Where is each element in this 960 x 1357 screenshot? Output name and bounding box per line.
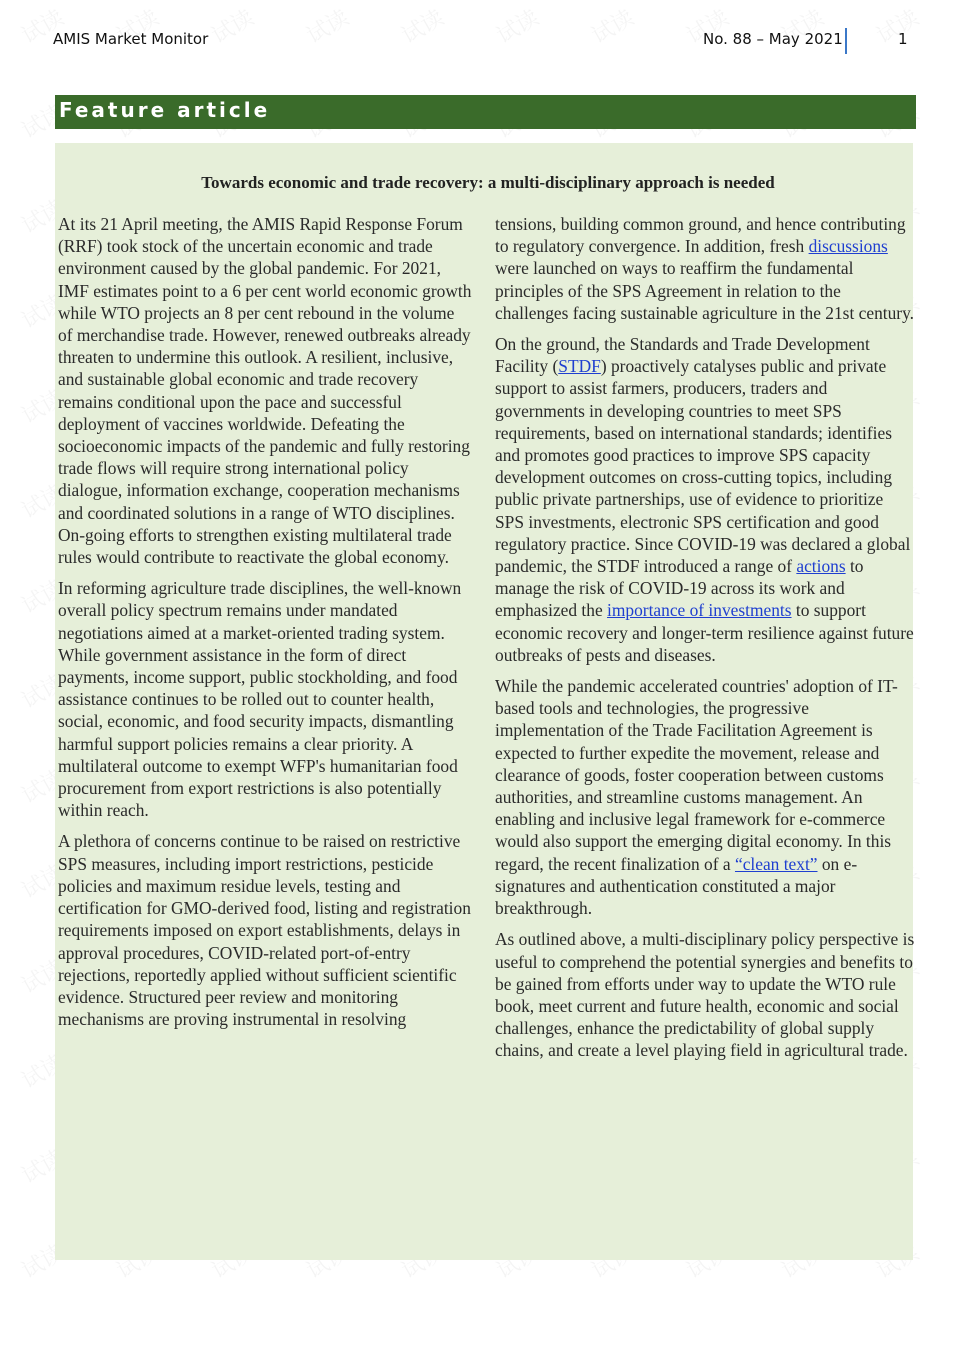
watermark-glyph [205, 1, 259, 50]
left-paragraph-2: In reforming agriculture trade disciplines, the well-known overall policy spectrum remains under mandated negotiations aimed at a market-oriented trading system. While government assistance in the form of direct payments, income support, public stockholding, and food assistance continues to be rolled out to counter health, social, economic, and food security impacts, dismantling harmful support policies remains a clear priority. A multilateral outcome to exempt WFP's humanitarian food procurement from export restrictions is also potentially within reach. [58, 578, 462, 821]
publication-name: AMIS Market Monitor [53, 30, 209, 48]
left-paragraph-1: At its 21 April meeting, the AMIS Rapid Response Forum (RRF) took stock of the uncertain economic and trade environment caused by the global pandemic. For 2021, IMF estimates point to a 6 per cent world economic growth while WTO projects an 8 per cent rebound in the volume of merchandise trade. However, renewed outbreaks already threaten to undermine this outlook. A resilient, inclusive, and sustainable global economic and trade recovery remains conditional upon the pace and successful deployment of vaccines worldwide. Defeating the socioeconomic impacts of the pandemic and fully restoring trade flows will require strong international policy dialogue, information exchange, cooperation mechanisms and coordinated solutions in a range of WTO disciplines. On-going efforts to strengthen existing multilateral trade rules would contribute to reactivate the global economy. [58, 214, 472, 568]
right-paragraph-1 [495, 213, 915, 324]
text-run: to manage the risk of COVID-19 across its work and emphasized the [495, 556, 864, 621]
text-run: On the ground, the Standards and Trade Development Facility ( [495, 334, 870, 377]
clean-text-link[interactable]: “clean text” [734, 853, 818, 874]
text-run: to support economic recovery and longer-term resilience against future outbreaks of pests and diseases. [495, 600, 914, 665]
article-title: Towards economic and trade recovery: a multi-disciplinary approach is needed [201, 173, 775, 192]
watermark-glyph [490, 1, 544, 50]
watermark-glyph [300, 1, 354, 50]
watermark-glyph [585, 1, 639, 50]
discussions-link[interactable]: discussions [808, 236, 888, 257]
header-divider [845, 28, 847, 54]
text-run: tensions, building common ground, and hence contributing to regulatory convergence. In addition, fresh [495, 214, 906, 257]
text-run: ) proactively catalyses public and private support to assist farmers, producers, traders and governments in developing countries to meet SPS requirements, based on international standards; identifies and promotes good practices to improve SPS capacity development outcomes on cross-cutting topics, including public private partnerships, use of evidence to prioritize SPS investments, electronic SPS certification and good regulatory practice. Since COVID-19 was declared a global pandemic, the STDF introduced a range of [495, 356, 911, 577]
text-run: were launched on ways to reaffirm the fundamental principles of the SPS Agreement in relation to the challenges facing sustainable agriculture in the 21st century. [495, 258, 914, 323]
issue-label: No. 88 – May 2021 [703, 30, 843, 48]
left-paragraph-3: A plethora of concerns continue to be raised on restrictive SPS measures, including import restrictions, pesticide policies and maximum residue levels, testing and certification for GMO-derived food, listing and registration requirements imposed on export establishments, delays in approval procedures, COVID-related port-of-entry rejections, reportedly applied without sufficient scientific evidence. Structured peer review and monitoring mechanisms are proving instrumental in resolving [58, 831, 471, 1030]
stdf-link[interactable]: STDF [558, 356, 601, 377]
article-panel [55, 143, 913, 1260]
right-paragraph-2 [495, 333, 915, 666]
right-paragraph-4: As outlined above, a multi-disciplinary policy perspective is useful to comprehend the potential synergies and benefits to be gained from efforts under way to update the WTO rule book, meet current and future health, economic and social challenges, enhance the predictability of global supply chains, and create a level playing field in agricultural trade. [495, 929, 915, 1061]
text-run: While the pandemic accelerated countries' adoption of IT-based tools and technologies, the progressive implementation of the Trade Facilitation Agreement is expected to further expedite the movement, release and clearance of goods, foster cooperation between customs authorities, and streamline customs management. An enabling and inclusive legal framework for e-commerce would also support the emerging digital economy. In this regard, the recent finalization of a [495, 676, 898, 874]
right-paragraph-3 [495, 675, 915, 919]
watermark-glyph [870, 1, 924, 50]
section-banner [55, 95, 916, 129]
importance-of-investments-link[interactable]: importance of investments [607, 600, 792, 621]
right-column [495, 213, 915, 1071]
text-run: on e-signatures and authentication constituted a major breakthrough. [495, 853, 858, 919]
left-column [58, 213, 472, 1039]
actions-link[interactable]: actions [796, 556, 846, 577]
banner-title: Feature article [59, 98, 271, 122]
page-number: 1 [898, 30, 908, 48]
watermark-glyph [395, 1, 449, 50]
